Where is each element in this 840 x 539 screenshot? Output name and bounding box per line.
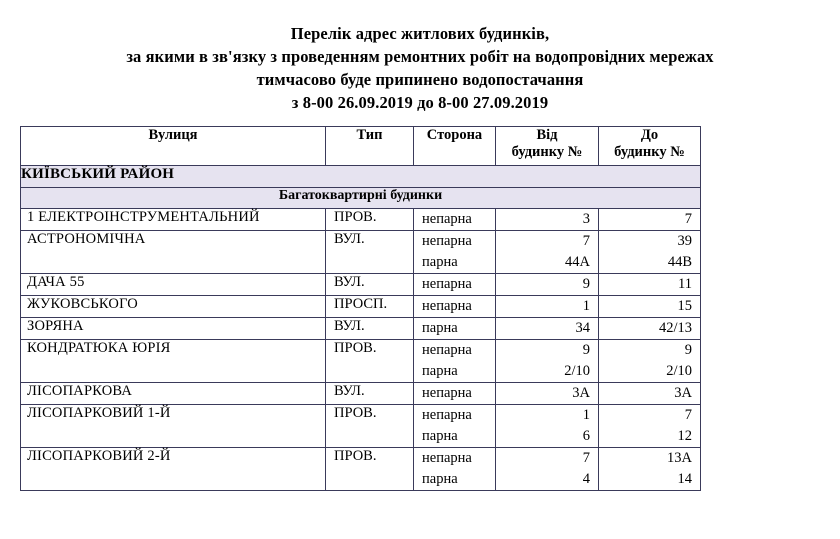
cell-side-value: парна bbox=[422, 320, 458, 336]
cell-street: ЛІСОПАРКОВИЙ 1-Й bbox=[21, 405, 326, 448]
cell-street: ЛІСОПАРКОВА bbox=[21, 383, 326, 405]
header-side: Сторона bbox=[414, 127, 496, 166]
cell-side-value: парна bbox=[422, 363, 458, 379]
cell-street: ДАЧА 55 bbox=[21, 274, 326, 296]
header-to-line2: будинку № bbox=[614, 144, 685, 160]
cell-from bbox=[496, 231, 599, 274]
cell-from bbox=[496, 318, 599, 340]
cell-type: ПРОВ. bbox=[326, 405, 414, 448]
cell-from-value: 7 bbox=[582, 233, 590, 249]
cell-to-value: 9 bbox=[684, 342, 692, 358]
cell-type: ВУЛ. bbox=[326, 318, 414, 340]
header-to bbox=[599, 127, 701, 166]
cell-to-value: 44В bbox=[667, 254, 692, 270]
cell-to-value: 13А bbox=[667, 450, 692, 466]
section-row bbox=[21, 188, 701, 209]
cell-type: ПРОВ. bbox=[326, 340, 414, 383]
table-row bbox=[21, 405, 701, 448]
cell-side-value: непарна bbox=[422, 342, 472, 358]
cell-side bbox=[414, 231, 496, 274]
header-from bbox=[496, 127, 599, 166]
cell-side bbox=[414, 340, 496, 383]
cell-to-value: 14 bbox=[677, 471, 692, 487]
title-line-1: Перелік адрес житлових будинків, bbox=[290, 24, 550, 43]
cell-from bbox=[496, 383, 599, 405]
cell-street: ЖУКОВСЬКОГО bbox=[21, 296, 326, 318]
cell-from bbox=[496, 448, 599, 491]
cell-side bbox=[414, 274, 496, 296]
district-row bbox=[21, 166, 701, 188]
cell-side bbox=[414, 405, 496, 448]
cell-street: ЗОРЯНА bbox=[21, 318, 326, 340]
header-from-line1: Від bbox=[536, 127, 558, 143]
cell-side-value: парна bbox=[422, 428, 458, 444]
district-label: КИЇВСЬКИЙ РАЙОН bbox=[21, 166, 701, 188]
cell-to-value: 39 bbox=[677, 233, 692, 249]
cell-from-value: 9 bbox=[582, 342, 590, 358]
cell-to bbox=[599, 318, 701, 340]
cell-side-value: непарна bbox=[422, 450, 472, 466]
cell-type: ВУЛ. bbox=[326, 274, 414, 296]
cell-from bbox=[496, 296, 599, 318]
cell-type: ВУЛ. bbox=[326, 383, 414, 405]
cell-to-value: 2/10 bbox=[666, 363, 692, 379]
cell-to-value: 11 bbox=[678, 276, 692, 292]
cell-side-value: непарна bbox=[422, 385, 472, 401]
header-from-line2: будинку № bbox=[511, 144, 583, 160]
header-street: Вулиця bbox=[21, 127, 326, 166]
header-to-line1: До bbox=[640, 127, 659, 143]
cell-to-value: 12 bbox=[677, 428, 692, 444]
table-body bbox=[21, 166, 701, 491]
cell-from-value: 44А bbox=[565, 254, 590, 270]
title-line-4: з 8-00 26.09.2019 до 8-00 27.09.2019 bbox=[291, 93, 549, 112]
cell-side-value: непарна bbox=[422, 233, 472, 249]
cell-from-value: 3А bbox=[572, 385, 590, 401]
table-row bbox=[21, 209, 701, 231]
cell-to-value: 42/13 bbox=[658, 320, 692, 336]
cell-from-value: 1 bbox=[582, 407, 590, 423]
header-type: Тип bbox=[326, 127, 414, 166]
cell-from-value: 34 bbox=[575, 320, 590, 336]
cell-type: ВУЛ. bbox=[326, 231, 414, 274]
title-line-2: за якими в зв'язку з проведенням ремонтних робіт на водопровідних мережах bbox=[126, 47, 714, 66]
cell-to-value: 7 bbox=[684, 211, 692, 227]
table-row bbox=[21, 318, 701, 340]
cell-to-value: 7 bbox=[684, 407, 692, 423]
cell-to bbox=[599, 448, 701, 491]
cell-from-value: 3 bbox=[582, 211, 590, 227]
cell-from bbox=[496, 405, 599, 448]
cell-type: ПРОВ. bbox=[326, 448, 414, 491]
cell-from-value: 4 bbox=[582, 471, 590, 487]
cell-side bbox=[414, 209, 496, 231]
cell-type: ПРОВ. bbox=[326, 209, 414, 231]
cell-from bbox=[496, 209, 599, 231]
cell-street: АСТРОНОМІЧНА bbox=[21, 231, 326, 274]
cell-side-value: непарна bbox=[422, 298, 472, 314]
cell-side-value: непарна bbox=[422, 276, 472, 292]
cell-side bbox=[414, 296, 496, 318]
cell-side-value: парна bbox=[422, 471, 458, 487]
section-label: Багатоквартирні будинки bbox=[21, 188, 701, 209]
cell-street: ЛІСОПАРКОВИЙ 2-Й bbox=[21, 448, 326, 491]
table-row bbox=[21, 231, 701, 274]
cell-to bbox=[599, 296, 701, 318]
cell-to bbox=[599, 209, 701, 231]
cell-from bbox=[496, 340, 599, 383]
address-table bbox=[20, 126, 701, 491]
cell-from-value: 2/10 bbox=[564, 363, 590, 379]
cell-type: ПРОСП. bbox=[326, 296, 414, 318]
cell-to-value: 15 bbox=[677, 298, 692, 314]
table-row bbox=[21, 340, 701, 383]
cell-from-value: 1 bbox=[582, 298, 590, 314]
cell-side bbox=[414, 448, 496, 491]
table-row bbox=[21, 296, 701, 318]
cell-side-value: парна bbox=[422, 254, 458, 270]
cell-to bbox=[599, 231, 701, 274]
cell-from bbox=[496, 274, 599, 296]
cell-from-value: 9 bbox=[582, 276, 590, 292]
cell-from-value: 7 bbox=[582, 450, 590, 466]
cell-from-value: 6 bbox=[582, 428, 590, 444]
cell-to bbox=[599, 274, 701, 296]
cell-side-value: непарна bbox=[422, 211, 472, 227]
cell-to bbox=[599, 383, 701, 405]
cell-street: КОНДРАТЮКА ЮРІЯ bbox=[21, 340, 326, 383]
document-title bbox=[0, 0, 840, 114]
table-row bbox=[21, 383, 701, 405]
cell-side bbox=[414, 318, 496, 340]
cell-to-value: 3А bbox=[674, 385, 692, 401]
cell-street: 1 ЕЛЕКТРОІНСТРУМЕНТАЛЬНИЙ bbox=[21, 209, 326, 231]
cell-side-value: непарна bbox=[422, 407, 472, 423]
table-row bbox=[21, 448, 701, 491]
cell-to bbox=[599, 405, 701, 448]
title-line-3: тимчасово буде припинено водопостачання bbox=[256, 70, 584, 89]
table-header-row bbox=[21, 127, 701, 166]
table-row bbox=[21, 274, 701, 296]
cell-side bbox=[414, 383, 496, 405]
cell-to bbox=[599, 340, 701, 383]
